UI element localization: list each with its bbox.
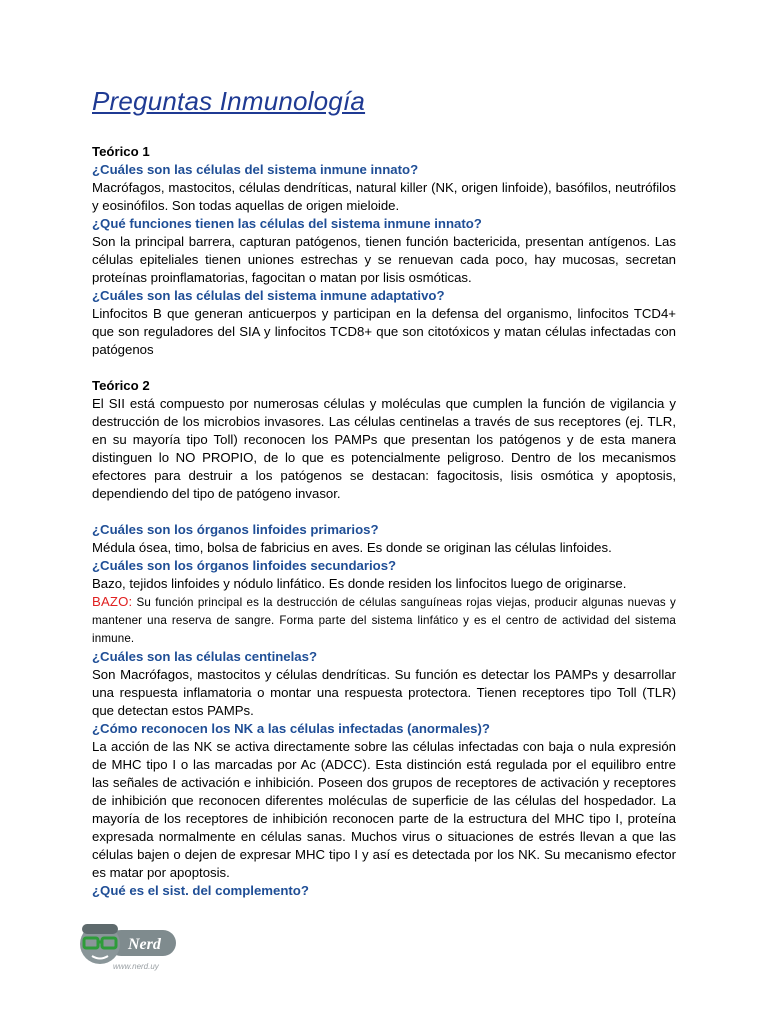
section-label: Teórico 2	[92, 378, 150, 393]
page-title: Preguntas Inmunología	[92, 86, 366, 116]
bazo-text: Su función principal es la destrucción de células sanguíneas rojas viejas, producir algunas nuevas y mantener una reserva de sangre. Forma parte del sistema linfático y es el centro de actividad del sistema inmune.	[92, 596, 676, 645]
paragraph: El SII está compuesto por numerosas células y moléculas que cumplen la función de vigilancia y destrucción de los microbios invasores. Las células centinelas a través de sus receptores (ej. TLR, en su mayoría tipo Toll) reconocen los PAMPs que presentan los patógenos y de esta manera distinguen lo NO PROPIO, de lo que es potencialmente peligroso. Dentro de los mecanismos efectores para destruir a los patógenos se destacan: fagocitosis, lisis osmótica y apoptosis, dependiendo del tipo de patógeno invasor.	[92, 396, 676, 501]
logo-url: www.nerd.uy	[113, 962, 159, 971]
question: ¿Qué es el sist. del complemento?	[92, 883, 309, 898]
answer: La acción de las NK se activa directamente sobre las células infectadas con baja o nula expresión de MHC tipo I o las marcadas por Ac (ADCC). Esta distinción está regulada por el equilibro entre las señales de activación e inhibición. Poseen dos grupos de receptores de activación y receptores de inhibición que reconocen diferentes moléculas de superficie de las células del hospedador. La mayoría de los receptores de inhibición reconocen parte de la estructura del MHC tipo I, proteína expresada normalmente en células sanas. Muchos virus o situaciones de estrés llevan a que las células bajen o dejen de expresar MHC tipo I y así es detectada por los NK. Su mecanismo efector es matar por apoptosis.	[92, 739, 676, 880]
section-complemento	[92, 882, 676, 900]
answer: Son la principal barrera, capturan patógenos, tienen función bactericida, presentan antígenos. Las células epiteliales tienen uniones estrechas y se renuevan cada poco, hay mucosas, secretan proteínas proinflamatorias, fagocitan o matan por lisis osmóticas.	[92, 234, 676, 285]
answer: Macrófagos, mastocitos, células dendríticas, natural killer (NK, origen linfoide), basófilos, neutrófilos y eosinófilos. Son todas aquellas de origen mieloide.	[92, 180, 676, 213]
question: ¿Cuáles son los órganos linfoides primarios?	[92, 522, 379, 537]
bazo-label: BAZO:	[92, 594, 133, 609]
section-teorico-2	[92, 377, 676, 503]
question: ¿Cuáles son las células del sistema inmune adaptativo?	[92, 288, 445, 303]
section-label: Teórico 1	[92, 144, 150, 159]
section-nk	[92, 720, 676, 882]
answer: Bazo, tejidos linfoides y nódulo linfático. Es donde residen los linfocitos luego de originarse.	[92, 576, 627, 591]
question: ¿Cuáles son las células centinelas?	[92, 649, 318, 664]
question: ¿Qué funciones tienen las células del sistema inmune innato?	[92, 216, 482, 231]
logo-brand: Nerd	[128, 936, 161, 953]
question: ¿Cuáles son los órganos linfoides secundarios?	[92, 558, 397, 573]
section-teorico-1	[92, 143, 676, 359]
question: ¿Cómo reconocen los NK a las células infectadas (anormales)?	[92, 721, 490, 736]
document-page	[92, 86, 676, 900]
bazo-note	[92, 593, 676, 648]
answer: Linfocitos B que generan anticuerpos y participan en la defensa del organismo, linfocitos TCD4+ que son reguladores del SIA y linfocitos TCD8+ que son citotóxicos y matan células infectadas con patógenos	[92, 306, 676, 357]
section-centinelas	[92, 648, 676, 720]
question: ¿Cuáles son las células del sistema inmune innato?	[92, 162, 419, 177]
answer: Son Macrófagos, mastocitos y células dendríticas. Su función es detectar los PAMPs y desarrollar una respuesta inflamatoria o montar una respuesta protectora. Tienen receptores tipo Toll (TLR) que detectan estos PAMPs.	[92, 667, 676, 718]
section-organos	[92, 521, 676, 648]
answer: Médula ósea, timo, bolsa de fabricius en aves. Es donde se originan las células linfoides.	[92, 540, 612, 555]
